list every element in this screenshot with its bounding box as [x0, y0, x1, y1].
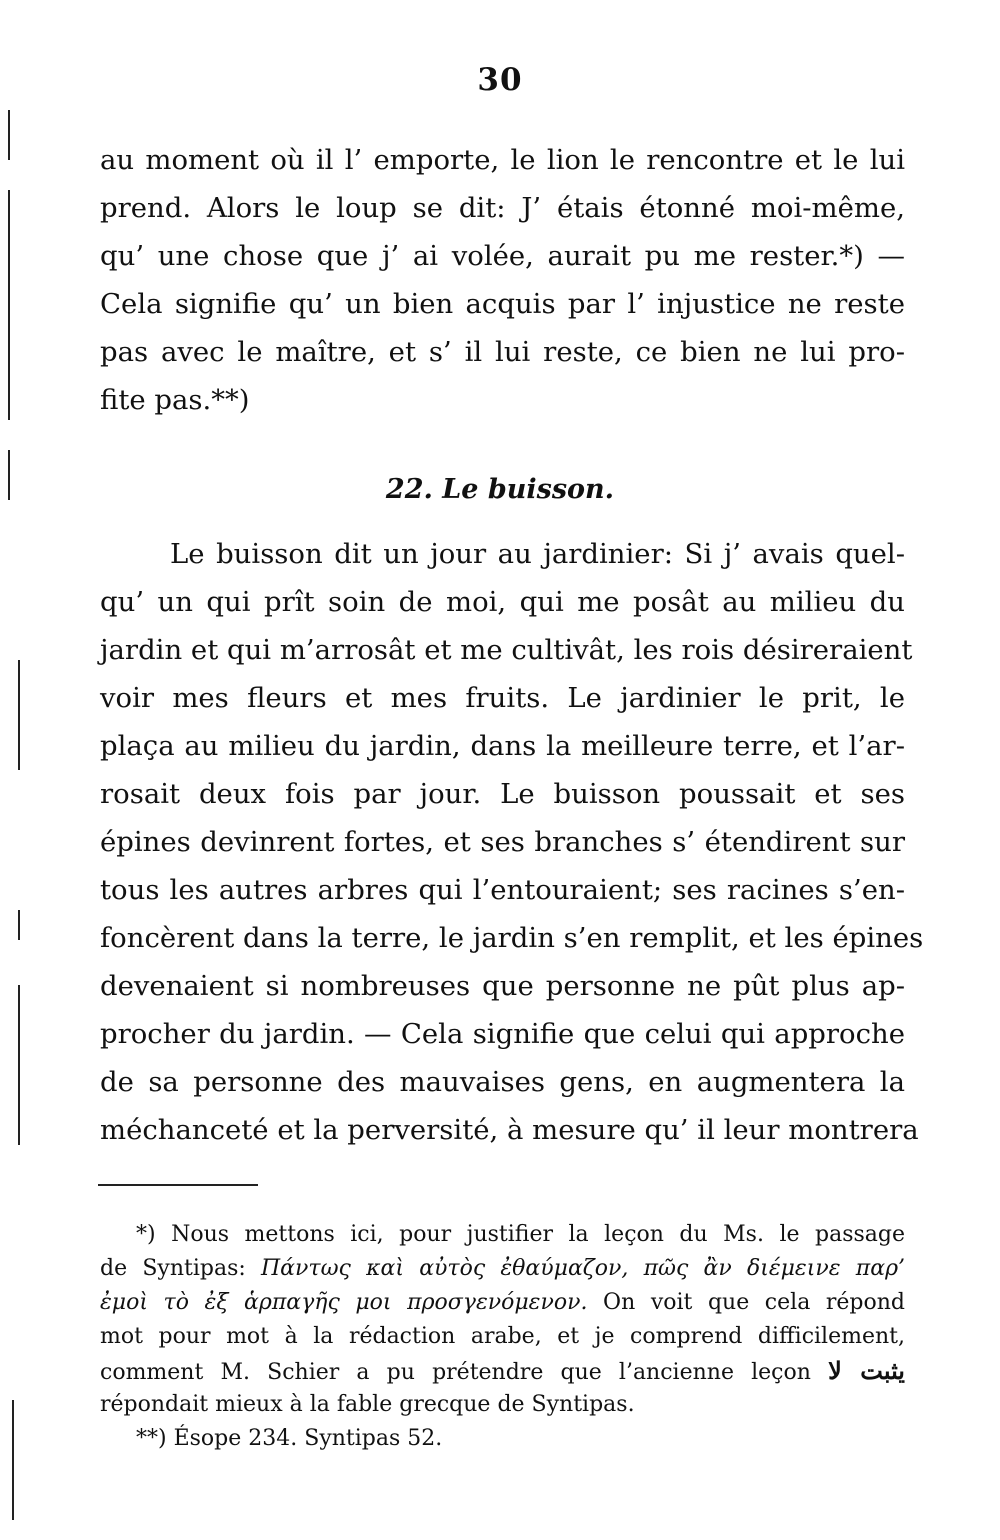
- text-line: de sa personne des mauvaises gens, en augmentera la: [100, 1066, 905, 1098]
- footnote-line: **) Ésope 234. Syntipas 52.: [136, 1426, 443, 1451]
- text-line: pas avec le maître, et s’ il lui reste, ce bien ne lui pro-: [100, 336, 905, 368]
- text-line: Cela signifie qu’ un bien acquis par l’ injustice ne reste: [100, 288, 905, 320]
- fable-heading: 22. Le buisson.: [385, 474, 615, 505]
- text-line: fite pas.**): [100, 384, 250, 416]
- text-line: épines devinrent fortes, et ses branches s’ étendirent sur: [100, 826, 905, 858]
- text-line: voir mes fleurs et mes fruits. Le jardinier le prit, le: [100, 682, 905, 714]
- text-line: devenaient si nombreuses que personne ne pût plus ap-: [100, 970, 905, 1002]
- text-line: jardin et qui m’arrosât et me cultivât, les rois désireraient: [100, 634, 913, 666]
- footnote-text: On voit que cela répond: [603, 1290, 905, 1315]
- footnote-line: répondait mieux à la fable grecque de Syntipas.: [100, 1392, 635, 1417]
- text-line: qu’ une chose que j’ ai volée, aurait pu me rester.*) —: [100, 240, 905, 272]
- text-line: procher du jardin. — Cela signifie que celui qui approche: [100, 1018, 905, 1050]
- text-line: au moment où il l’ emporte, le lion le rencontre et le lui: [100, 144, 905, 176]
- text-line: qu’ un qui prît soin de moi, qui me posât au milieu du: [100, 586, 905, 618]
- gutter-mark: [8, 110, 10, 160]
- greek-quotation: ἐμοὶ τὸ ἐξ ἁρπαγῆς μοι προσγενόμενον.: [100, 1290, 588, 1315]
- paragraph-fable-end: [100, 136, 905, 424]
- footnote-text: de Syntipas:: [100, 1256, 246, 1281]
- text-line: rosait deux fois par jour. Le buisson poussait et ses: [100, 778, 905, 810]
- greek-quotation: Πάντως καὶ αὐτὸς ἐθαύμαζον, πῶς ἂν διέμεινε παρ’: [261, 1256, 905, 1281]
- arabic-phrase: يثبت لا: [828, 1356, 905, 1385]
- gutter-mark: [18, 910, 20, 940]
- text-line: Le buisson dit un jour au jardinier: Si j’ avais quel-: [170, 538, 905, 570]
- footnote-line: *) Nous mettons ici, pour justifier la leçon du Ms. le passage: [136, 1222, 905, 1247]
- text-line: plaça au milieu du jardin, dans la meilleure terre, et l’ar-: [100, 730, 905, 762]
- footnote-divider: [98, 1184, 258, 1186]
- text-line: prend. Alors le loup se dit: J’ étais étonné moi-même,: [100, 192, 905, 224]
- text-line: tous les autres arbres qui l’entouraient; ses racines s’en-: [100, 874, 905, 906]
- gutter-mark: [18, 660, 20, 770]
- footnote-line: [100, 1354, 905, 1388]
- page-number: 30: [477, 62, 523, 98]
- text-line: foncèrent dans la terre, le jardin s’en remplit, et les épines: [100, 922, 924, 954]
- gutter-mark: [8, 190, 10, 420]
- gutter-mark: [18, 985, 20, 1145]
- text-line: méchanceté et la perversité, à mesure qu’ il leur montrera: [100, 1114, 919, 1146]
- footnotes: [100, 1218, 905, 1456]
- footnote-line: [100, 1286, 905, 1320]
- paragraph-le-buisson: [100, 530, 924, 1154]
- footnote-line: mot pour mot à la rédaction arabe, et je comprend difficilement,: [100, 1324, 905, 1349]
- footnote-text: comment M. Schier a pu prétendre que l’ancienne leçon: [100, 1360, 811, 1385]
- gutter-mark: [12, 1400, 14, 1520]
- gutter-mark: [8, 450, 10, 500]
- footnote-line: [100, 1252, 905, 1286]
